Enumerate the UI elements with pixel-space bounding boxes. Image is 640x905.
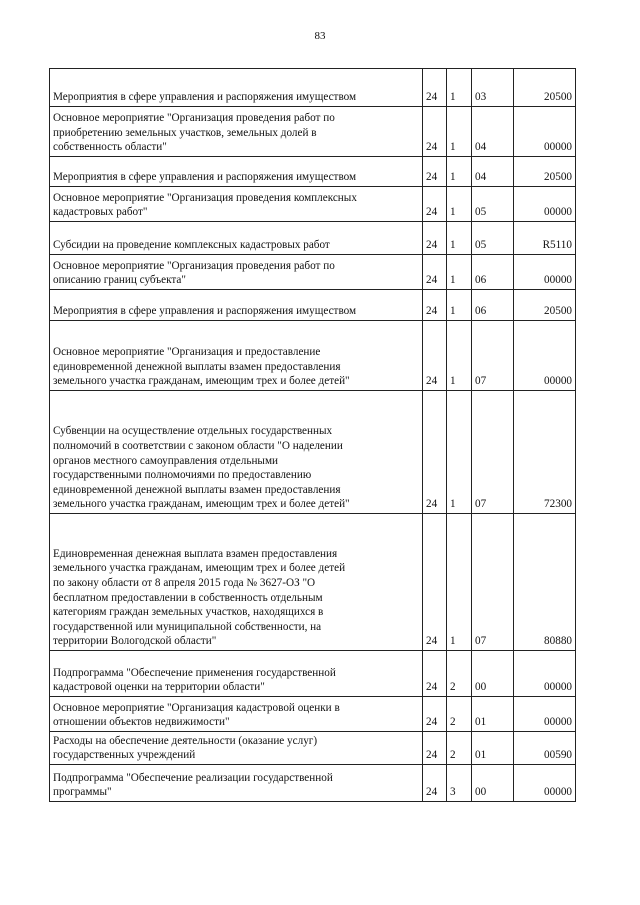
row-code-c-cell (472, 697, 514, 732)
row-code-a-cell (423, 732, 447, 765)
row-code-a-cell (423, 765, 447, 802)
row-code-d-cell-text: 00590 (544, 749, 572, 762)
row-code-d-cell-text: R5110 (542, 239, 572, 252)
row-code-b-cell (447, 255, 472, 290)
row-code-d-cell (514, 255, 576, 290)
row-code-c-cell (472, 514, 514, 651)
row-name-cell-text: Субсидии на проведение комплексных кадастровых работ (53, 239, 330, 252)
row-code-a-cell-text: 24 (426, 635, 438, 648)
table-row (50, 732, 576, 765)
row-name-cell-text: Основное мероприятие "Организация проведения работ по описанию границ субъекта" (53, 259, 335, 287)
row-code-c-cell (472, 187, 514, 222)
row-code-c-cell-text: 03 (475, 91, 487, 104)
row-code-c-cell (472, 321, 514, 391)
row-code-c-cell-text: 01 (475, 716, 487, 729)
row-code-a-cell-text: 24 (426, 91, 438, 104)
row-name-cell (50, 187, 423, 222)
row-code-b-cell-text: 3 (450, 786, 456, 799)
table-row (50, 391, 576, 514)
row-code-d-cell (514, 391, 576, 514)
table-row (50, 69, 576, 107)
row-code-d-cell-text: 00000 (544, 716, 572, 729)
row-code-b-cell-text: 1 (450, 305, 456, 318)
table-row (50, 255, 576, 290)
row-code-c-cell (472, 255, 514, 290)
row-name-cell-text: Основное мероприятие "Организация и предоставление единовременной денежной выплаты взамен предоставления земельного участка гражданам, имеющим трех и более детей" (53, 346, 350, 388)
row-code-d-cell (514, 765, 576, 802)
row-code-a-cell-text: 24 (426, 749, 438, 762)
row-code-b-cell-text: 1 (450, 274, 456, 287)
row-name-cell-text: Мероприятия в сфере управления и распоряжения имуществом (53, 171, 357, 184)
row-code-d-cell (514, 651, 576, 697)
row-code-c-cell-text: 01 (475, 749, 487, 762)
row-code-a-cell (423, 321, 447, 391)
row-code-d-cell-text: 20500 (544, 91, 572, 104)
row-code-b-cell (447, 107, 472, 157)
row-name-cell-text: Подпрограмма "Обеспечение реализации государственной программы" (53, 771, 333, 799)
row-code-c-cell-text: 00 (475, 681, 487, 694)
row-code-b-cell-text: 1 (450, 498, 456, 511)
row-name-cell-text: Основное мероприятие "Организация кадастровой оценки в отношении объектов недвижимости" (53, 701, 340, 729)
row-code-d-cell (514, 107, 576, 157)
row-code-a-cell-text: 24 (426, 239, 438, 252)
row-code-d-cell-text: 00000 (544, 141, 572, 154)
row-code-a-cell (423, 157, 447, 187)
row-code-d-cell (514, 697, 576, 732)
row-code-b-cell-text: 1 (450, 239, 456, 252)
row-code-b-cell (447, 321, 472, 391)
row-code-d-cell (514, 732, 576, 765)
row-name-cell (50, 697, 423, 732)
row-code-d-cell-text: 20500 (544, 171, 572, 184)
row-code-b-cell (447, 651, 472, 697)
row-name-cell (50, 69, 423, 107)
row-name-cell-text: Основное мероприятие "Организация проведения комплексных кадастровых работ" (53, 191, 357, 219)
row-code-a-cell (423, 107, 447, 157)
row-name-cell (50, 321, 423, 391)
row-code-a-cell-text: 24 (426, 305, 438, 318)
table-row (50, 107, 576, 157)
row-code-d-cell-text: 00000 (544, 681, 572, 694)
row-code-b-cell (447, 514, 472, 651)
row-code-b-cell (447, 187, 472, 222)
row-name-cell (50, 157, 423, 187)
row-code-b-cell (447, 69, 472, 107)
row-code-b-cell-text: 1 (450, 375, 456, 388)
row-code-d-cell (514, 514, 576, 651)
row-name-cell (50, 651, 423, 697)
row-code-a-cell (423, 697, 447, 732)
row-name-cell-text: Основное мероприятие "Организация проведения работ по приобретению земельных участков, земельных долей в собственность области" (53, 112, 335, 154)
row-code-d-cell (514, 222, 576, 255)
row-code-a-cell-text: 24 (426, 206, 438, 219)
row-code-a-cell (423, 255, 447, 290)
row-code-c-cell-text: 07 (475, 375, 487, 388)
row-code-c-cell-text: 07 (475, 498, 487, 511)
row-code-a-cell-text: 24 (426, 274, 438, 287)
row-code-a-cell (423, 391, 447, 514)
row-code-c-cell-text: 00 (475, 786, 487, 799)
row-code-b-cell (447, 732, 472, 765)
row-code-a-cell-text: 24 (426, 141, 438, 154)
row-code-d-cell-text: 72300 (544, 498, 572, 511)
budget-table (49, 68, 576, 802)
table-row (50, 651, 576, 697)
table-row (50, 157, 576, 187)
table-row (50, 765, 576, 802)
row-code-b-cell (447, 391, 472, 514)
row-code-b-cell-text: 2 (450, 716, 456, 729)
row-name-cell (50, 765, 423, 802)
row-code-d-cell-text: 20500 (544, 305, 572, 318)
row-code-b-cell-text: 1 (450, 171, 456, 184)
row-name-cell-text: Мероприятия в сфере управления и распоряжения имуществом (53, 305, 357, 318)
row-code-a-cell-text: 24 (426, 681, 438, 694)
row-code-d-cell-text: 00000 (544, 786, 572, 799)
row-code-c-cell (472, 157, 514, 187)
row-code-b-cell-text: 1 (450, 141, 456, 154)
row-code-c-cell-text: 04 (475, 141, 487, 154)
table-row (50, 514, 576, 651)
row-code-a-cell (423, 290, 447, 321)
row-code-d-cell (514, 187, 576, 222)
row-code-c-cell-text: 05 (475, 239, 487, 252)
table-row (50, 290, 576, 321)
row-name-cell (50, 514, 423, 651)
row-code-d-cell-text: 00000 (544, 375, 572, 388)
row-code-a-cell (423, 69, 447, 107)
row-code-c-cell (472, 222, 514, 255)
table-row (50, 222, 576, 255)
row-code-c-cell (472, 651, 514, 697)
row-code-b-cell-text: 1 (450, 206, 456, 219)
row-code-c-cell-text: 07 (475, 635, 487, 648)
row-code-d-cell (514, 157, 576, 187)
row-code-c-cell (472, 290, 514, 321)
row-name-cell-text: Субвенции на осуществление отдельных государственных полномочий в соответствии с законом области "О наделении органов местного самоуправления отдельными государственными полномочиями по предоставлению единовременной денежной выплаты взамен предоставления земельного участка гражданам, имеющим трех и более детей" (53, 425, 350, 511)
row-code-d-cell-text: 00000 (544, 206, 572, 219)
row-code-b-cell (447, 290, 472, 321)
row-code-a-cell-text: 24 (426, 498, 438, 511)
row-name-cell-text: Расходы на обеспечение деятельности (оказание услуг) государственных учреждений (53, 734, 318, 762)
table-row (50, 187, 576, 222)
row-name-cell (50, 107, 423, 157)
row-code-a-cell-text: 24 (426, 375, 438, 388)
row-name-cell (50, 255, 423, 290)
row-code-a-cell-text: 24 (426, 716, 438, 729)
table-row (50, 697, 576, 732)
row-code-d-cell (514, 290, 576, 321)
row-code-c-cell (472, 391, 514, 514)
row-name-cell (50, 732, 423, 765)
row-code-b-cell-text: 2 (450, 681, 456, 694)
row-code-a-cell (423, 514, 447, 651)
row-code-c-cell-text: 06 (475, 305, 487, 318)
row-code-d-cell-text: 80880 (544, 635, 572, 648)
row-code-a-cell (423, 222, 447, 255)
row-code-c-cell (472, 765, 514, 802)
row-name-cell (50, 290, 423, 321)
row-code-d-cell (514, 321, 576, 391)
row-name-cell (50, 222, 423, 255)
row-name-cell-text: Подпрограмма "Обеспечение применения государственной кадастровой оценки на территории области" (53, 666, 336, 694)
row-code-c-cell (472, 69, 514, 107)
row-code-b-cell-text: 1 (450, 91, 456, 104)
row-code-d-cell (514, 69, 576, 107)
row-code-c-cell (472, 107, 514, 157)
row-name-cell (50, 391, 423, 514)
row-code-b-cell (447, 157, 472, 187)
row-code-b-cell (447, 697, 472, 732)
row-code-a-cell-text: 24 (426, 171, 438, 184)
row-code-a-cell (423, 187, 447, 222)
row-code-c-cell-text: 05 (475, 206, 487, 219)
row-name-cell-text: Единовременная денежная выплата взамен предоставления земельного участка гражданам, имеющим трех и более детей по закону области от 8 апреля 2015 года № 3627-ОЗ "О бесплатном предоставлении в собственность отдельным категориям граждан земельных участков, находящихся в государственной или муниципальной собственности, на территории Вологодской области" (53, 547, 346, 648)
row-code-b-cell (447, 222, 472, 255)
table-row (50, 321, 576, 391)
row-code-d-cell-text: 00000 (544, 274, 572, 287)
row-code-c-cell-text: 04 (475, 171, 487, 184)
row-code-c-cell-text: 06 (475, 274, 487, 287)
row-code-b-cell-text: 2 (450, 749, 456, 762)
row-code-b-cell-text: 1 (450, 635, 456, 648)
table-body (50, 69, 576, 802)
row-code-a-cell-text: 24 (426, 786, 438, 799)
row-code-c-cell (472, 732, 514, 765)
row-code-a-cell (423, 651, 447, 697)
row-code-b-cell (447, 765, 472, 802)
row-name-cell-text: Мероприятия в сфере управления и распоряжения имуществом (53, 91, 357, 104)
page-number: 83 (314, 30, 326, 42)
